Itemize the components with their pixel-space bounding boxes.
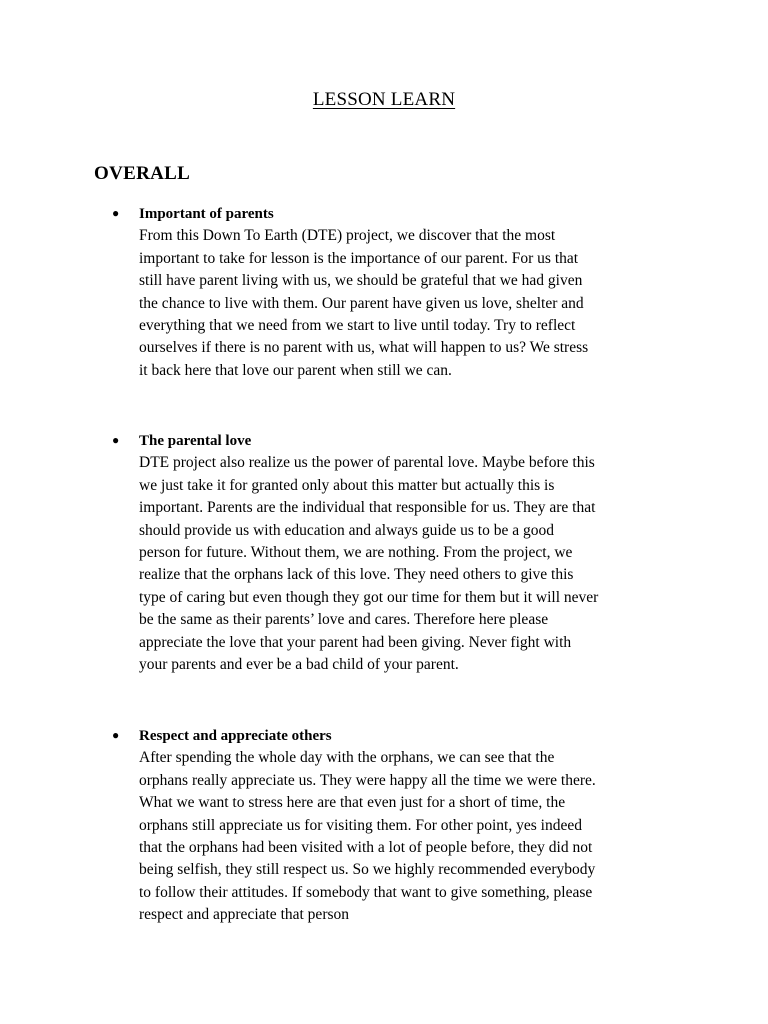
item-body [139,747,714,926]
body-line: everything that we need from we start to live until today. Try to reflect [139,317,576,335]
item-heading: The parental love [139,433,252,449]
body-line: your parents and ever be a bad child of your parent. [139,656,459,674]
bullet-item-important-of-parents [94,203,714,382]
item-heading: Important of parents [139,206,274,222]
body-line: still have parent living with us, we should be grateful that we had given [139,272,583,290]
document-title: LESSON LEARN [312,89,456,110]
body-line: we just take it for granted only about this matter but actually this is [139,476,555,494]
body-line: appreciate the love that your parent had been giving. Never fight with [139,633,572,651]
body-line: that the orphans had been visited with a lot of people before, they did not [139,839,593,857]
body-line: be the same as their parents’ love and cares. Therefore here please [139,611,549,629]
bullet-icon: ● [112,728,120,742]
body-line: From this Down To Earth (DTE) project, we discover that the most [139,227,556,245]
section-heading: OVERALL [94,163,191,184]
body-line: orphans still appreciate us for visiting them. For other point, yes indeed [139,816,582,834]
body-line: ourselves if there is no parent with us, what will happen to us? We stress [139,339,589,357]
bullet-item-the-parental-love [94,430,714,676]
body-line: type of caring but even though they got our time for them but it will never [139,588,599,606]
item-heading: Respect and appreciate others [139,728,332,744]
body-line: realize that the orphans lack of this love. They need others to give this [139,566,574,584]
body-line: orphans really appreciate us. They were happy all the time we were there. [139,771,596,789]
bullet-icon: ● [112,206,120,220]
body-line: What we want to stress here are that even just for a short of time, the [139,794,566,812]
body-line: should provide us with education and always guide us to be a good [139,521,554,539]
bullet-icon: ● [112,433,120,447]
body-line: important to take for lesson is the importance of our parent. For us that [139,249,579,267]
body-line: respect and appreciate that person [139,906,350,924]
item-body [139,225,714,382]
body-line: being selfish, they still respect us. So we highly recommended everybody [139,861,596,879]
item-body [139,452,714,676]
body-line: important. Parents are the individual that responsible for us. They are that [139,499,596,517]
body-line: to follow their attitudes. If somebody that want to give something, please [139,883,593,901]
body-line: After spending the whole day with the orphans, we can see that the [139,749,555,767]
body-line: the chance to live with them. Our parent have given us love, shelter and [139,294,584,312]
body-line: DTE project also realize us the power of parental love. Maybe before this [139,454,595,472]
body-line: it back here that love our parent when still we can. [139,361,452,379]
bullet-item-respect-and-appreciate-others [94,725,714,927]
body-line: person for future. Without them, we are nothing. From the project, we [139,544,573,562]
